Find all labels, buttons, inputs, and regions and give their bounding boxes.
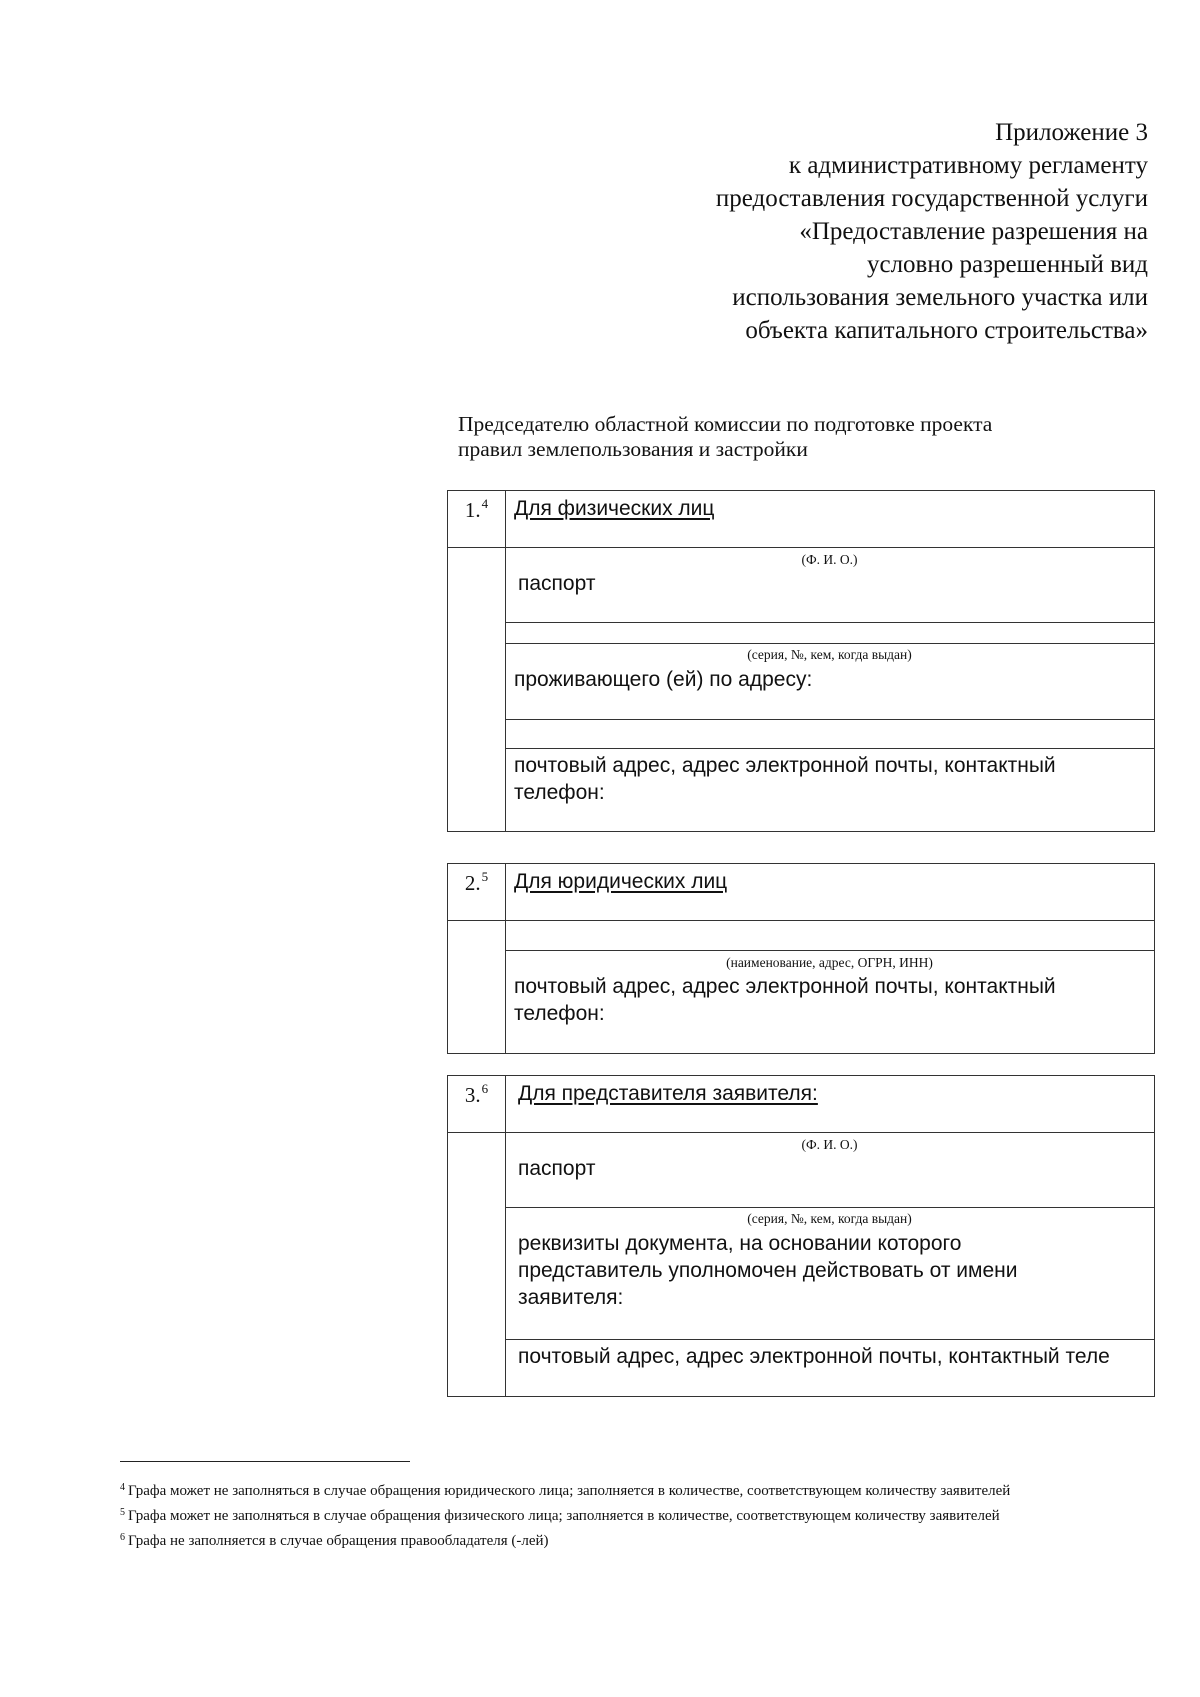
number-column (448, 1076, 506, 1396)
residence-label: проживающего (ей) по адресу: (514, 668, 813, 691)
footnote-ref: 4 (481, 496, 489, 511)
footnotes (120, 1479, 1148, 1554)
annex-header (528, 116, 1148, 347)
addressee-line: Председателю областной комиссии по подготовке проекта (458, 412, 993, 436)
address-field[interactable] (505, 720, 1154, 748)
row-divider (505, 643, 1154, 644)
section-legal-entities (447, 863, 1155, 1054)
row-divider (505, 1339, 1154, 1340)
annex-line: к административному регламенту (788, 152, 1148, 179)
footnote-ref: 6 (120, 1532, 125, 1543)
annex-line: «Предоставление разрешения на (799, 218, 1148, 245)
footnote: $^6$ Графа не заполняется в случае обращения правообладателя (-лей) (120, 1532, 549, 1549)
contacts-label: почтовый адрес, адрес электронной почты, контактный телефон: (514, 975, 1056, 1025)
section-number: 3.$^6$ (464, 1081, 489, 1107)
hint-passport: (серия, №, кем, когда выдан) (747, 1211, 912, 1226)
section-title: Для физических лиц (514, 497, 715, 520)
hint-fio: (Ф. И. О.) (801, 1137, 858, 1152)
contacts-label: почтовый адрес, адрес электронной почты, контактный теле (518, 1345, 1110, 1368)
contacts-label: почтовый адрес, адрес электронной почты, контактный телефон: (514, 754, 1056, 804)
row-divider (505, 1207, 1154, 1208)
section-title: Для юридических лиц (514, 870, 728, 893)
authority-document-label: реквизиты документа, на основании которого представитель уполномочен действовать от имени заявителя: (518, 1232, 1018, 1309)
footnote-ref: 4 (120, 1482, 125, 1493)
footnote: $^4$ Графа может не заполняться в случае обращения юридического лица; заполняется в количестве, соответствующем количеству заявителей (120, 1482, 1011, 1499)
footnote-ref: 5 (120, 1507, 125, 1518)
footnote: $^5$ Графа может не заполняться в случае обращения физического лица; заполняется в количестве, соответствующем количеству заявителей (120, 1507, 1000, 1524)
section-representative (447, 1075, 1155, 1397)
hint-organization: (наименование, адрес, ОГРН, ИНН) (726, 955, 933, 970)
header-divider (448, 1132, 1154, 1133)
section-title: Для представителя заявителя: (518, 1082, 818, 1105)
header-divider (448, 547, 1154, 548)
footnote-separator (120, 1461, 410, 1462)
number-column (448, 491, 506, 831)
annex-line: использования земельного участка или (732, 284, 1148, 311)
section-number: 1.$^4$ (464, 496, 489, 522)
row-divider (505, 748, 1154, 749)
section-number: 2.$^5$ (464, 869, 489, 895)
footnote-ref: 6 (481, 1081, 489, 1096)
hint-fio: (Ф. И. О.) (801, 552, 858, 567)
annex-line: предоставления государственной услуги (715, 185, 1148, 212)
passport-field[interactable] (505, 623, 1154, 643)
row-divider (505, 950, 1154, 951)
annex-line: Приложение 3 (995, 119, 1148, 146)
section-individuals (447, 490, 1155, 832)
passport-label: паспорт (518, 1157, 596, 1180)
annex-line: объекта капитального строительства» (745, 317, 1148, 344)
organization-field[interactable] (505, 921, 1154, 950)
footnote-ref: 5 (481, 869, 489, 884)
addressee (458, 412, 1098, 462)
passport-label: паспорт (518, 572, 596, 595)
annex-line: условно разрешенный вид (866, 251, 1148, 278)
addressee-line: правил землепользования и застройки (458, 437, 808, 461)
hint-passport: (серия, №, кем, когда выдан) (747, 647, 912, 662)
